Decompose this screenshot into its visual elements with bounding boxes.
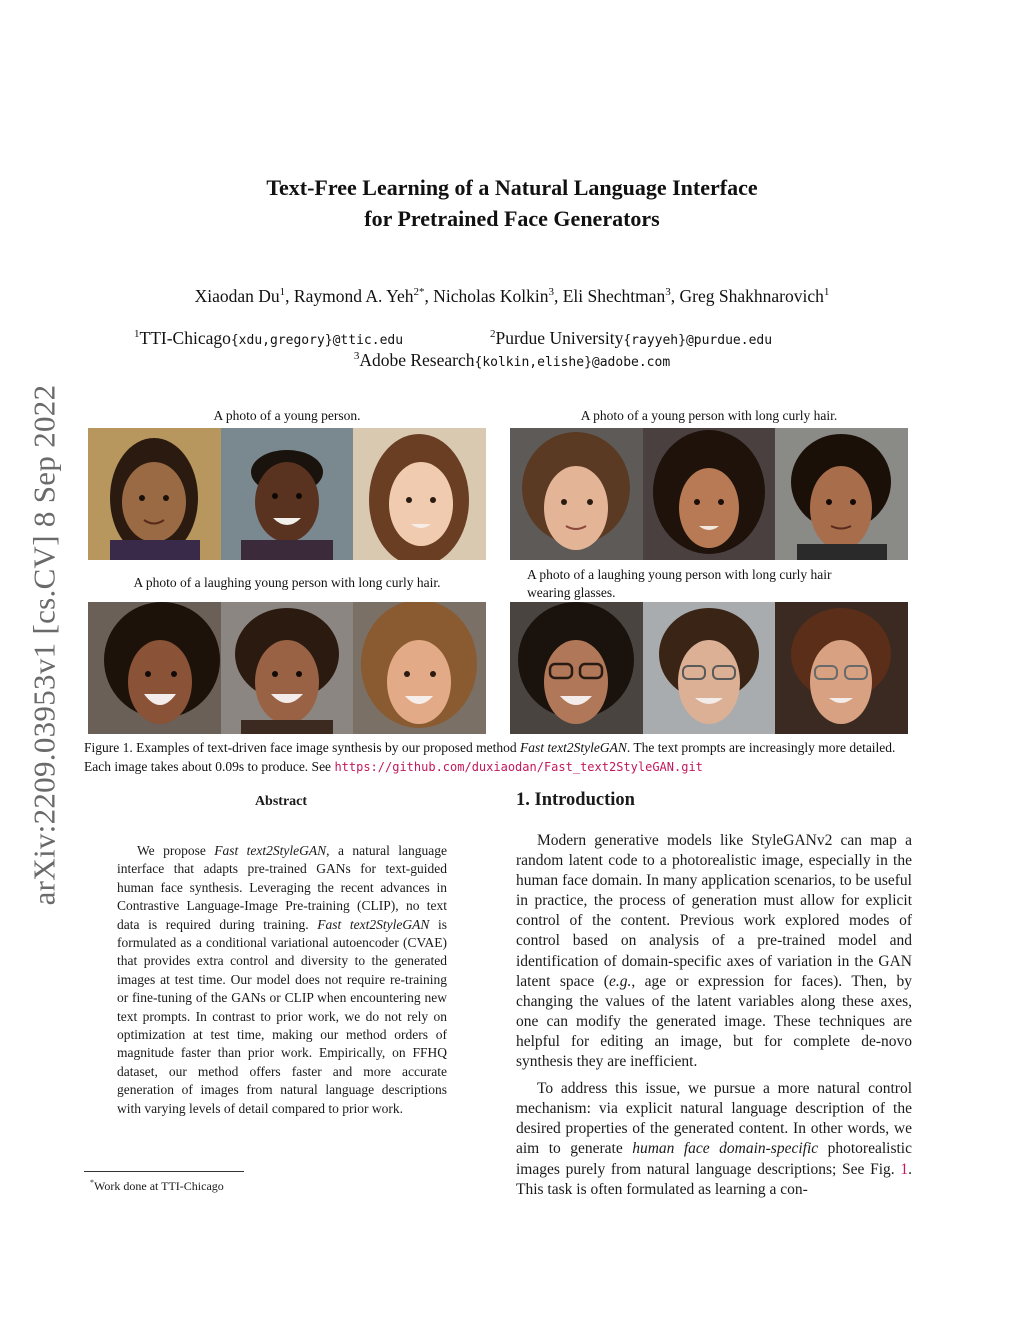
- footnote-text: Work done at TTI-Chicago: [94, 1179, 224, 1193]
- face-strip-2: [510, 428, 908, 560]
- affiliation-name: Adobe Research: [359, 350, 475, 370]
- author: Raymond A. Yeh: [293, 286, 414, 306]
- intro-emphasis: human face domain-specific: [632, 1140, 819, 1158]
- intro-text: , age or expression for faces). Then, by changing the values of the latent variables along these axes, one can modify the generated image. These techniques are helpful for editing an image, but for complete de-novo synthesis they are inefficient.: [516, 972, 912, 1071]
- arxiv-identifier: arXiv:2209.03953v1 [cs.CV] 8 Sep 2022: [26, 384, 61, 906]
- intro-emphasis: e.g.: [608, 972, 632, 990]
- author: Eli Shechtman: [562, 286, 666, 306]
- intro-paragraph-2: [516, 1079, 912, 1200]
- affiliation-tti: [134, 328, 403, 349]
- footnote: [90, 1178, 224, 1194]
- paper-title: [0, 172, 1024, 234]
- footnote-rule: [84, 1171, 244, 1172]
- affiliation-email: {xdu,gregory}@ttic.edu: [230, 333, 404, 348]
- intro-text: Modern generative models like StyleGANv2 can map a random latent code to a photorealistic image, especially in the human face domain. In many application scenarios, to be useful in practice, the process of generation must allow for explicit control of the content. Previous work explored modes of control based on analysis of a pre-trained model and identification of domain-specific axes of variation in the GAN latent space (: [516, 832, 912, 990]
- arxiv-side-stamp: [24, 360, 64, 930]
- face-strip-4: [510, 602, 908, 734]
- face-image: [643, 602, 775, 734]
- title-line-1: Text-Free Learning of a Natural Language Interface: [266, 175, 758, 200]
- affiliation-name: TTI-Chicago: [139, 328, 231, 348]
- face-image: [510, 602, 643, 734]
- affiliation-email: {kolkin,elishe}@adobe.com: [474, 355, 671, 370]
- title-line-2: for Pretrained Face Generators: [364, 206, 660, 231]
- affiliation-name: Purdue University: [495, 328, 624, 348]
- abstract-text: We propose: [137, 843, 215, 858]
- abstract-text: is formulated as a conditional variational autoencoder (CVAE) that provides extra control and diversity to the generated images at test time. Our model does not require re-training or fine-tuning of the GANs or CLIP when encountering new text prompts. In contrast to prior work, we do not rely on optimization at test time, making our method orders of magnitude faster than prior work. Empirically, on FFHQ dataset, our method offers faster and more accurate generation of images from natural language descriptions with varying levels of detail compared to prior work.: [117, 916, 447, 1116]
- panel-caption-4-line-1: A photo of a laughing young person with long curly hair: [527, 567, 832, 582]
- author-list: Xiaodan Du$^1$, Raymond A. Yeh$^{2*}$, Nicholas Kolkin$^3$, Eli Shechtman$^3$, Greg Shakhnarovich$^1$: [194, 286, 830, 306]
- caption-method: Fast text2StyleGAN: [520, 740, 627, 755]
- affiliation-sup: 1: [134, 328, 140, 341]
- author: Greg Shakhnarovich: [679, 286, 824, 306]
- figure-reference-link[interactable]: 1: [900, 1160, 909, 1178]
- panel-caption-1: A photo of a young person.: [213, 408, 361, 423]
- affiliation-sup: 2: [490, 328, 496, 341]
- abstract-method: Fast text2StyleGAN: [317, 916, 430, 932]
- author-sup: 3: [548, 286, 554, 299]
- face-image: [775, 428, 908, 560]
- face-image: [643, 428, 775, 560]
- affiliation-purdue: [490, 328, 772, 349]
- author: Nicholas Kolkin: [433, 286, 549, 306]
- author-sup: 1: [279, 286, 286, 299]
- face-strip-3: [88, 602, 486, 734]
- panel-caption-3: A photo of a laughing young person with long curly hair.: [133, 575, 441, 590]
- abstract-method: Fast text2StyleGAN: [214, 843, 327, 858]
- abstract-text: , a natural language interface that adapts pre-trained GANs for text-guided human face synthesis. Leveraging the recent advances in Contrastive Language-Image Pre-training (CLIP), no text data is required during training.: [117, 843, 447, 932]
- figure-caption: [84, 738, 916, 777]
- caption-text: . The text prompts are increasingly more detailed. Each image takes about 0.09s to produce. See: [84, 740, 896, 774]
- face-image: [510, 428, 643, 560]
- affiliation-email: {rayyeh}@purdue.edu: [623, 333, 773, 348]
- panel-caption-2: A photo of a young person with long curly hair.: [580, 408, 838, 423]
- author: Xiaodan Du: [194, 286, 280, 306]
- affiliation-sup: 3: [353, 350, 360, 363]
- face-image: [353, 602, 486, 734]
- face-image: [353, 428, 486, 560]
- author-sup: 1: [823, 286, 830, 299]
- abstract-heading: Abstract: [254, 794, 308, 809]
- intro-text: To address this issue, we pursue a more natural control mechanism: via explicit natural language description of the desired properties of the generated content. In other words, we aim to generate: [516, 1080, 912, 1158]
- face-image: [775, 602, 908, 734]
- face-strip-1: [88, 428, 486, 560]
- affiliation-adobe: [0, 350, 1024, 371]
- footnote-marker: *: [90, 1178, 94, 1187]
- face-image: [88, 428, 221, 560]
- abstract-body: [117, 842, 447, 1118]
- caption-text: Figure 1. Examples of text-driven face image synthesis by our proposed method: [84, 740, 521, 755]
- introduction-heading: 1. Introduction: [516, 790, 635, 810]
- author-sup: 3: [665, 286, 671, 299]
- panel-caption-4: [527, 566, 917, 602]
- panel-caption-4-line-2: wearing glasses.: [527, 585, 616, 600]
- intro-text: . This task is often formulated as learning a con-: [516, 1160, 912, 1198]
- face-image: [221, 428, 353, 560]
- intro-text: photorealistic images purely from natural language descriptions; See Fig.: [516, 1140, 912, 1178]
- face-image: [221, 602, 353, 734]
- face-image: [88, 602, 221, 734]
- github-link[interactable]: https://github.com/duxiaodan/Fast_text2StyleGAN.git: [334, 760, 703, 774]
- introduction-body: [516, 831, 912, 1207]
- intro-paragraph-1: [516, 831, 912, 1072]
- author-sup: 2*: [413, 286, 425, 299]
